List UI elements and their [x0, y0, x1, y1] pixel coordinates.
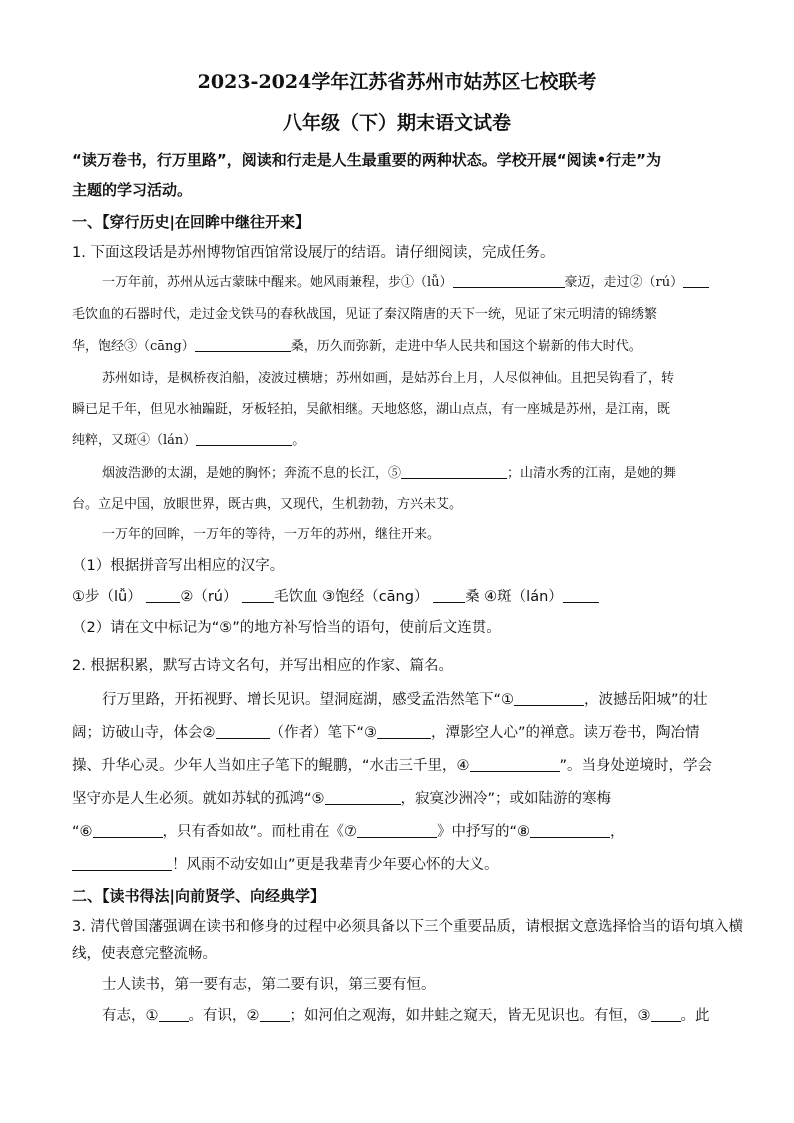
- q1-stem: 1. 下面这段话是苏州博物馆西馆常设展厅的结语。请仔细阅读，完成任务。: [72, 245, 555, 261]
- q1-passage-text: 纯粹，又斑④（lán）: [72, 433, 197, 448]
- q2-line4: [72, 789, 611, 809]
- q1-passage-line7: [102, 464, 676, 484]
- q2-text: ，波撼岳阳城”的壮: [584, 692, 708, 708]
- answer-blank-q2-9[interactable]: [72, 856, 172, 871]
- answer-blank-3[interactable]: [195, 337, 291, 352]
- q3-stem-line2: 线，使表意完整流畅。: [72, 946, 217, 962]
- q1-passage-line5: 瞬已足千年，但见水袖蹁跹，牙板轻拍，吴歈相继。天地悠悠，湖山点点，有一座城是苏州，是江南，既: [72, 402, 671, 417]
- section1-heading: 一、【穿行历史|在回眸中继往开来】: [72, 213, 310, 231]
- q2-line2: [72, 723, 700, 743]
- q2-stem: 2. 根据积累，默写古诗文名句，并写出相应的作家、篇名。: [72, 658, 453, 674]
- q2-line5: [72, 822, 625, 842]
- q1-passage-line2: 毛饮血的石器时代，走过金戈铁马的春秋战国，见证了秦汉隋唐的天下一统，见证了宋元明清的锦绣繁: [72, 307, 658, 322]
- q1-passage-line8: 台。立足中国，放眼世界，既古典，又现代，生机勃勃，方兴未艾。: [72, 497, 463, 512]
- q1-passage-line4: 苏州如诗，是枫桥夜泊船，凌波过横塘；苏州如画，是姑苏台上月，人尽似神仙。且把吴钩看了，转: [102, 371, 675, 386]
- answer-blank-q2-3[interactable]: [377, 724, 431, 739]
- answer-blank-q2-1[interactable]: [514, 691, 584, 706]
- q2-text: “⑥: [72, 824, 93, 840]
- q1-passage-text: 桑，历久而弥新，走进中华人民共和国这个崭新的伟大时代。: [290, 339, 642, 354]
- q3-text: 。此: [680, 1008, 710, 1024]
- q2-line3: [72, 756, 712, 776]
- q1-passage-text: 。: [292, 433, 306, 448]
- answer-blank-q2-7[interactable]: [357, 823, 437, 838]
- answer-blank-q3-2[interactable]: [260, 1007, 290, 1022]
- q1-passage-line9: 一万年的回眸，一万年的等待，一万年的苏州，继往开来。: [102, 527, 441, 542]
- answer-blank-sub4[interactable]: [563, 588, 599, 603]
- q2-text: ！风雨不动安如山”更是我辈青少年要心怀的大义。: [172, 857, 499, 873]
- q2-text: 》中抒写的“⑧: [437, 824, 531, 840]
- q1-passage-line3: [72, 337, 642, 357]
- q1-passage-text: 豪迈，走过②（rú）: [564, 275, 684, 290]
- q1-passage-text: 华，饱经③（cāng）: [72, 339, 195, 354]
- answer-blank-q2-2[interactable]: [216, 724, 270, 739]
- exam-title-line2: 八年级（下）期末语文试卷: [282, 112, 511, 134]
- q1-sub1: （1）根据拼音写出相应的汉字。: [72, 558, 285, 574]
- q2-text: 操、升华心灵。少年人当如庄子笔下的鲲鹏，“水击三千里，④: [72, 758, 470, 774]
- q3-text: ；如河伯之观海，如井蛙之窥天，皆无见识也。有恒，③: [289, 1008, 651, 1024]
- answer-blank-sub2[interactable]: [242, 588, 274, 603]
- answer-blank-1[interactable]: [453, 273, 565, 288]
- q1-sub1-text: 桑 ④斑（lán）: [465, 589, 563, 605]
- q3-stem-line1: 3. 清代曾国藩强调在读书和修身的过程中必须具备以下三个重要品质，请根据文意选择恰当的语句填入横: [72, 919, 743, 935]
- intro-line2: 主题的学习活动。: [72, 181, 193, 199]
- q1-passage-text: 一万年前，苏州从远古蒙昧中醒来。她风雨兼程，步①（lǚ）: [102, 275, 453, 290]
- q2-text: 阔；访破山寺，体会②: [72, 725, 216, 741]
- answer-blank-q2-4[interactable]: [470, 757, 560, 772]
- answer-blank-5[interactable]: [401, 464, 507, 479]
- q3-text: 。有识，②: [188, 1008, 260, 1024]
- q1-sub1-answer-line: [72, 587, 599, 607]
- q2-text: ，潭影空人心”的禅意。读万卷书，陶冶情: [431, 725, 700, 741]
- q1-sub1-text: 毛饮血 ③饱经（cāng）: [274, 589, 429, 605]
- q2-text: （作者）笔下“③: [269, 725, 378, 741]
- q2-text: ，: [610, 824, 625, 840]
- q2-text: ”。当身处逆境时，学会: [559, 758, 713, 774]
- q2-text: 坚守亦是人生必须。就如苏轼的孤鸿“⑤: [72, 791, 325, 807]
- q3-passage-line2: [102, 1006, 710, 1026]
- answer-blank-q2-8[interactable]: [530, 823, 610, 838]
- answer-blank-q3-3[interactable]: [651, 1007, 681, 1022]
- q2-text: ，寂寞沙洲冷”；或如陆游的寒梅: [400, 791, 612, 807]
- q1-sub1-text: ②（rú）: [180, 589, 238, 605]
- q2-line1: [102, 690, 708, 710]
- q2-text: ，只有香如故”。而杜甫在《⑦: [162, 824, 358, 840]
- q1-passage-line6: [72, 431, 305, 451]
- intro-line1: “读万卷书，行万里路”，阅读和行走是人生最重要的两种状态。学校开展“阅读•行走”为: [72, 151, 662, 169]
- q2-text: 行万里路，开拓视野、增长见识。望洞庭湖，感受孟浩然笔下“①: [102, 692, 515, 708]
- section2-heading: 二、【读书得法|向前贤学、向经典学】: [72, 887, 325, 905]
- exam-title-line1: 2023-2024学年江苏省苏州市姑苏区七校联考: [197, 71, 597, 93]
- answer-blank-q3-1[interactable]: [159, 1007, 189, 1022]
- q2-line6: [72, 855, 499, 875]
- q1-passage-text: 烟波浩渺的太湖，是她的胸怀；奔流不息的长江，⑤: [102, 466, 402, 481]
- q1-sub1-text: ①步（lǚ）: [72, 589, 142, 605]
- answer-blank-4[interactable]: [196, 431, 292, 446]
- answer-blank-sub3[interactable]: [433, 588, 465, 603]
- answer-blank-q2-6[interactable]: [93, 823, 163, 838]
- q1-passage-line1: [102, 273, 709, 293]
- answer-blank-q2-5[interactable]: [325, 790, 401, 805]
- q1-sub2: （2）请在文中标记为“⑤”的地方补写恰当的语句，使前后文连贯。: [72, 620, 501, 636]
- answer-blank-sub1[interactable]: [146, 588, 180, 603]
- q3-text: 有志，①: [102, 1008, 159, 1024]
- answer-blank-2[interactable]: [683, 273, 709, 288]
- q1-passage-text: ；山清水秀的江南，是她的舞: [507, 466, 677, 481]
- q3-passage-line1: 士人读书，第一要有志，第二要有识，第三要有恒。: [102, 977, 436, 993]
